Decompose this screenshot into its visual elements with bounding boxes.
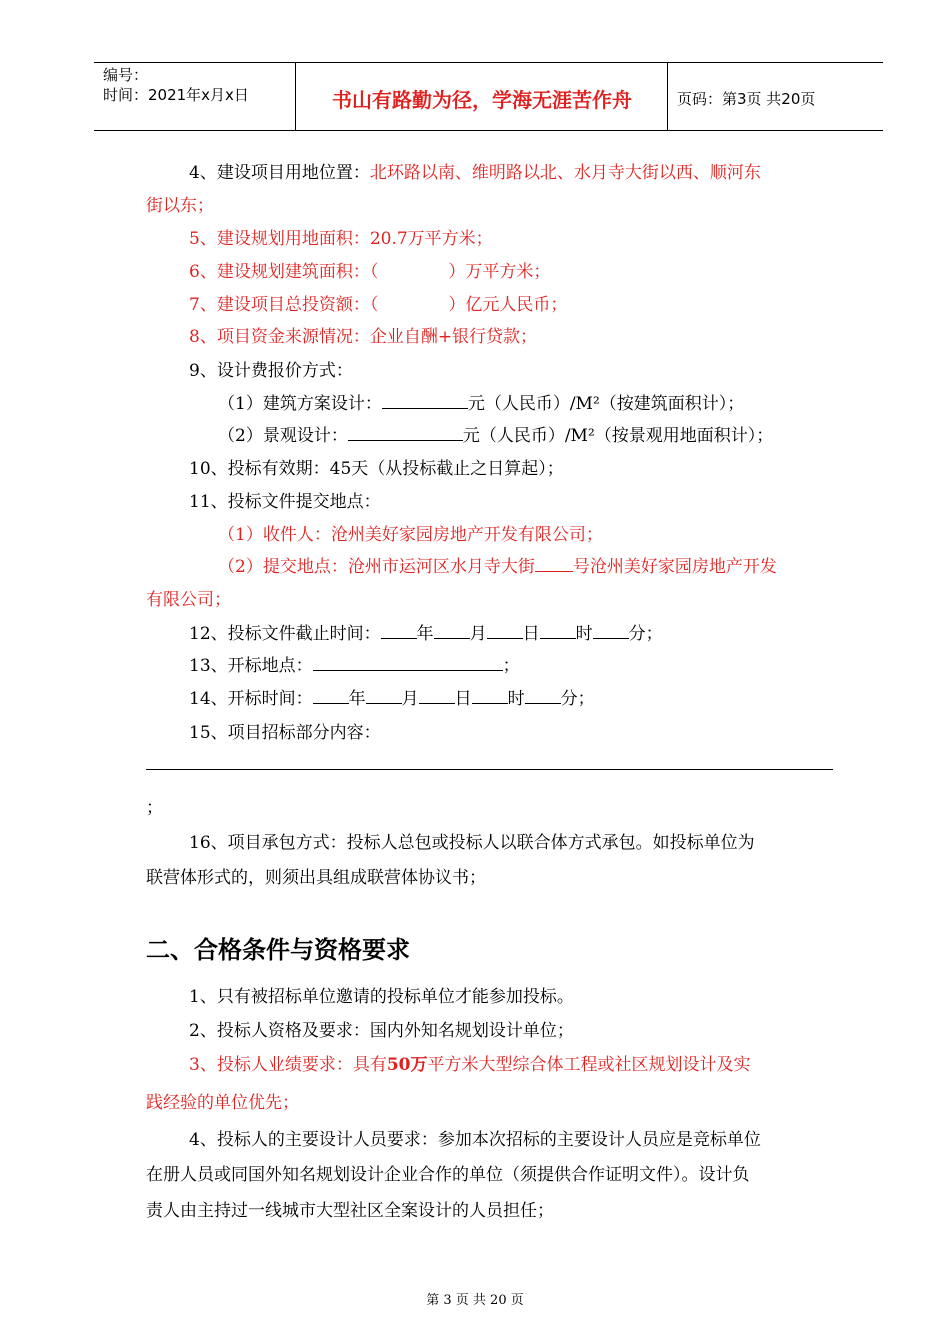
item-12-label: 12、投标文件截止时间： xyxy=(189,624,381,644)
item-4 xyxy=(189,158,761,183)
item-11-2-address: 号沧州美好家园房地产开发 xyxy=(572,557,777,577)
blank-landscape-fee xyxy=(348,425,463,441)
item-16-continued: 联营体形式的，则须出具组成联营体协议书； xyxy=(146,868,486,888)
requirement-1: 1、只有被招标单位邀请的投标单位才能参加投标。 xyxy=(189,987,574,1007)
blank-minute xyxy=(593,623,629,639)
item-15-end: ； xyxy=(146,798,163,818)
page-footer: 第 3 页 共 20 页 xyxy=(426,1293,524,1308)
header-divider-left xyxy=(295,62,296,130)
item-9-1-label: （1）建筑方案设计： xyxy=(218,394,382,414)
requirement-3 xyxy=(189,1050,751,1075)
item-5: 5、建设规划用地面积：20.7万平方米； xyxy=(189,229,493,249)
requirement-3-desc: 平方米大型综合体工程或社区规划设计及实 xyxy=(427,1055,751,1075)
item-6-label: 6、建设规划建筑面积：（ xyxy=(189,262,379,282)
item-9-2-unit: 元（人民币）/M²（按景观用地面积计）； xyxy=(462,426,774,446)
item-10: 10、投标有效期：45天（从投标截止之日算起）； xyxy=(189,459,564,479)
header-number-label: 编号： xyxy=(103,66,149,84)
item-12 xyxy=(189,619,663,644)
blank-day xyxy=(419,688,455,704)
unit-day: 日 xyxy=(522,624,540,644)
item-11-2 xyxy=(218,552,777,577)
blank-opening-place xyxy=(313,655,503,671)
blank-architecture-fee xyxy=(382,393,468,409)
item-15: 15、项目招标部分内容： xyxy=(189,723,381,743)
blank-hour xyxy=(540,623,576,639)
requirement-4: 4、投标人的主要设计人员要求：参加本次招标的主要设计人员应是竞标单位 xyxy=(189,1130,761,1150)
blank-tender-content-line xyxy=(146,769,833,770)
item-11: 11、投标文件提交地点： xyxy=(189,492,381,512)
item-11-1: （1）收件人：沧州美好家园房地产开发有限公司； xyxy=(218,525,603,545)
blank-street-number xyxy=(535,556,573,572)
header-divider-right xyxy=(667,62,668,130)
blank-month xyxy=(366,688,402,704)
requirement-3-continued: 践经验的单位优先； xyxy=(146,1093,299,1113)
section-title: 二、合格条件与资格要求 xyxy=(146,936,410,964)
item-13-end: ； xyxy=(502,656,520,676)
requirement-3-label: 3、投标人业绩要求：具有 xyxy=(189,1055,387,1075)
item-14-label: 14、开标时间： xyxy=(189,689,313,709)
item-11-2-continued: 有限公司； xyxy=(146,590,231,610)
item-13-label: 13、开标地点： xyxy=(189,656,313,676)
unit-month: 月 xyxy=(401,689,419,709)
item-9-1 xyxy=(218,389,744,414)
unit-day: 日 xyxy=(454,689,472,709)
header-top-rule xyxy=(94,62,883,63)
item-9-2 xyxy=(218,421,773,446)
blank-year xyxy=(381,623,417,639)
item-14 xyxy=(189,684,595,709)
item-9: 9、设计费报价方式： xyxy=(189,361,353,381)
blank-day xyxy=(487,623,523,639)
item-9-1-unit: 元（人民币）/M²（按建筑面积计）； xyxy=(467,394,745,414)
unit-year: 年 xyxy=(416,624,434,644)
unit-minute: 分； xyxy=(628,624,663,644)
unit-hour: 时 xyxy=(507,689,525,709)
blank-year xyxy=(313,688,349,704)
item-4-continued: 街以东； xyxy=(146,196,214,216)
requirement-4-line-2: 在册人员或同国外知名规划设计企业合作的单位（须提供合作证明文件）。设计负 xyxy=(146,1165,750,1185)
item-7 xyxy=(189,290,567,315)
header-motto: 书山有路勤为径，学海无涯苦作舟 xyxy=(332,88,632,112)
blank-minute xyxy=(525,688,561,704)
header-bottom-rule xyxy=(94,130,883,131)
unit-year: 年 xyxy=(348,689,366,709)
unit-minute: 分； xyxy=(560,689,595,709)
item-13 xyxy=(189,651,520,676)
item-11-2-label: （2）提交地点：沧州市运河区水月寺大街 xyxy=(218,557,535,577)
requirement-2: 2、投标人资格及要求：国内外知名规划设计单位； xyxy=(189,1021,574,1041)
item-16: 16、项目承包方式：投标人总包或投标人以联合体方式承包。如投标单位为 xyxy=(189,833,755,853)
item-6-unit: ）万平方米； xyxy=(448,262,551,282)
requirement-3-area: 50万 xyxy=(386,1055,428,1075)
item-6 xyxy=(189,257,550,282)
header-page-label: 页码：第3页 共20页 xyxy=(677,90,816,108)
requirement-4-line-3: 责人由主持过一线城市大型社区全案设计的人员担任； xyxy=(146,1201,554,1221)
unit-hour: 时 xyxy=(575,624,593,644)
blank-hour xyxy=(472,688,508,704)
item-4-location: 北环路以南、维明路以北、水月寺大街以西、顺河东 xyxy=(369,163,761,183)
item-8: 8、项目资金来源情况：企业自酬+银行贷款； xyxy=(189,327,538,347)
blank-month xyxy=(434,623,470,639)
item-9-2-label: （2）景观设计： xyxy=(218,426,348,446)
header-time-label: 时间：2021年x月x日 xyxy=(103,86,249,104)
item-4-label: 4、建设项目用地位置： xyxy=(189,163,370,183)
item-7-label: 7、建设项目总投资额：（ xyxy=(189,295,379,315)
unit-month: 月 xyxy=(469,624,487,644)
item-7-unit: ）亿元人民币； xyxy=(448,295,568,315)
